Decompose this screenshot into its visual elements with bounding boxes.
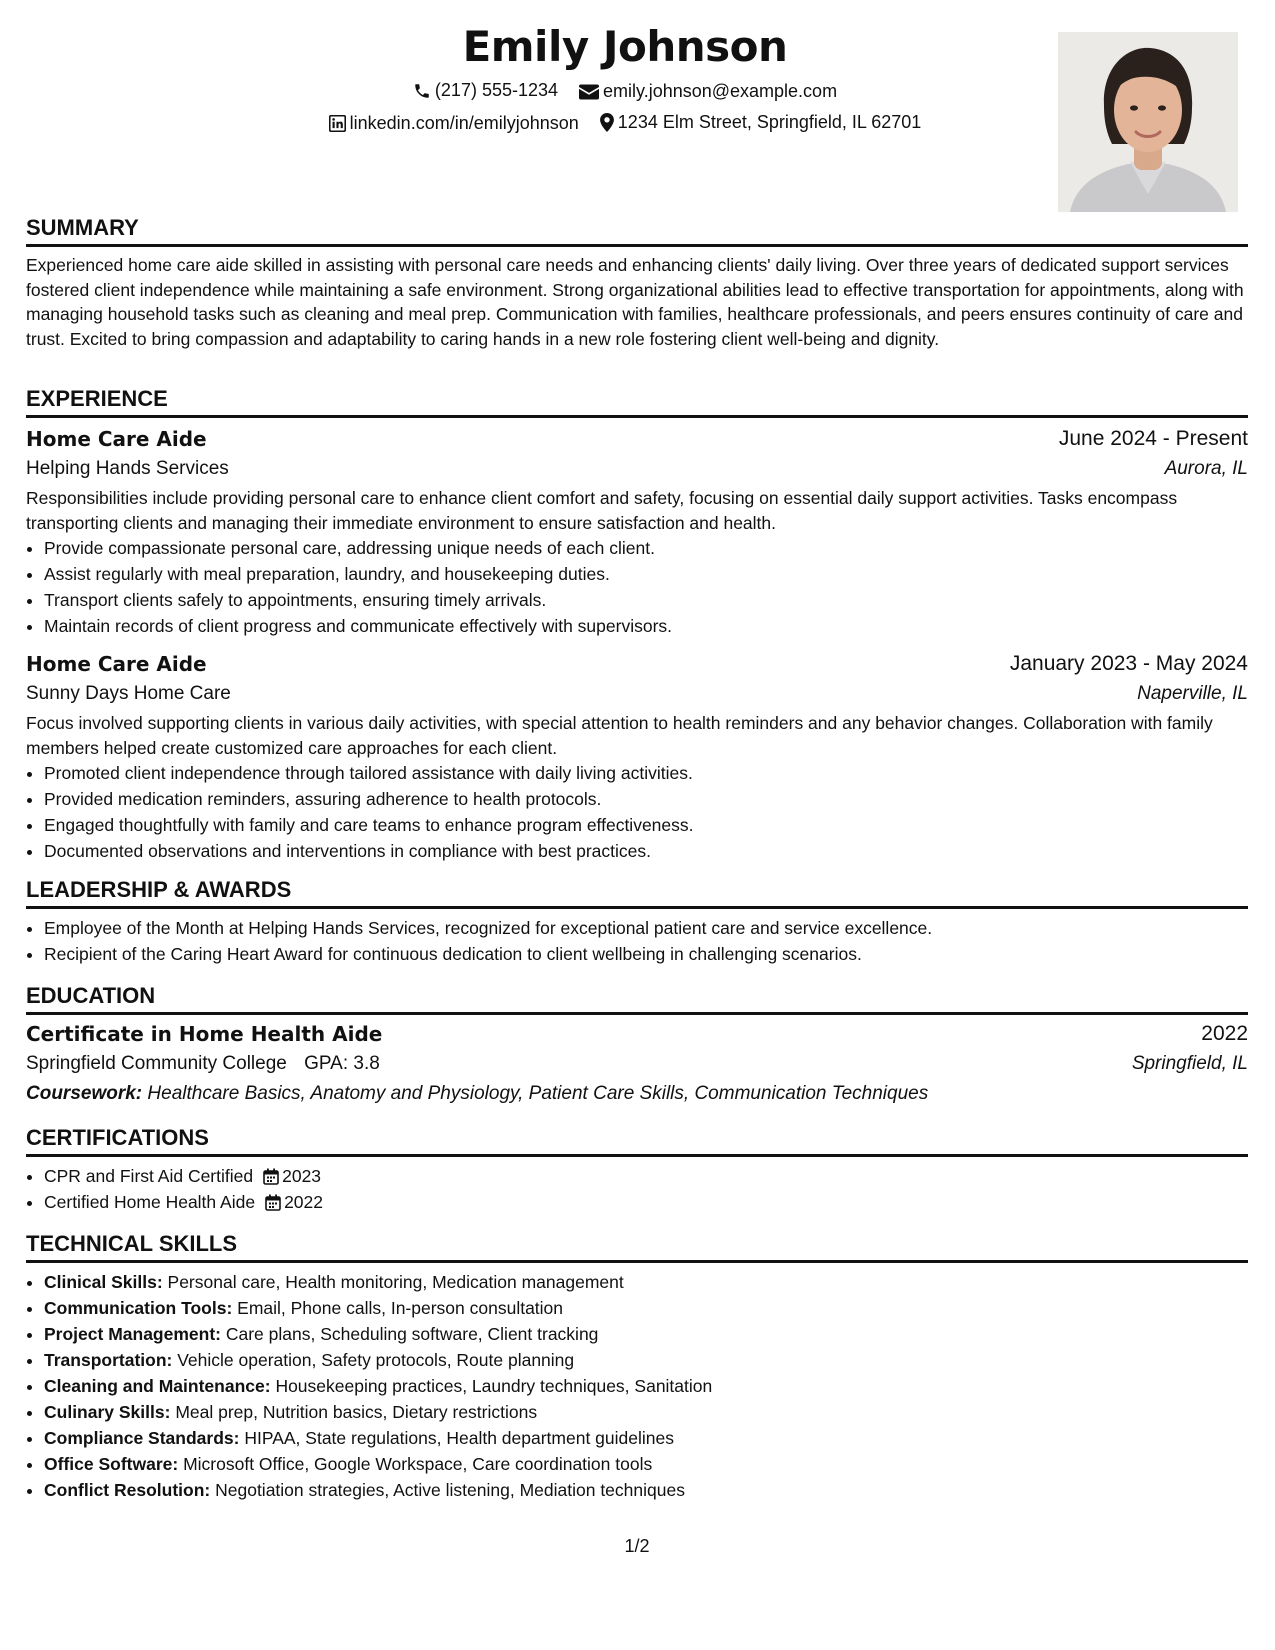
skill-label: Office Software: <box>44 1454 179 1474</box>
skill-value: Care plans, Scheduling software, Client tracking <box>225 1324 599 1344</box>
linkedin-icon <box>329 115 346 132</box>
coursework-text: Healthcare Basics, Anatomy and Physiology, Patient Care Skills, Communication Techniques <box>147 1083 929 1104</box>
resume-page <box>26 0 1248 1650</box>
skill-value: Personal care, Health monitoring, Medication management <box>167 1272 624 1292</box>
skills-list <box>26 1269 1248 1503</box>
summary-text: Experienced home care aide skilled in assisting with personal care needs and enhancing clients' daily living. Over three years of dedicated support services fostered client independence while maintaining a safe environment. Strong organizational abilities lead to effective transportation for appointments, along with managing household tasks such as cleaning and meal prep. Communication with families, healthcare professionals, and peers ensures continuity of care and trust. Excited to bring compassion and adaptability to caring hands in a new role fostering client well-being and dignity. <box>26 255 1244 349</box>
section-divider <box>26 415 1248 418</box>
skill-label: Clinical Skills: <box>44 1272 163 1292</box>
section-divider <box>26 1260 1248 1263</box>
school-name: Springfield Community College <box>26 1053 287 1074</box>
job-company: Sunny Days Home Care <box>26 683 231 704</box>
coursework-label: Coursework: <box>26 1083 143 1104</box>
job-bullets <box>26 760 1248 864</box>
certification-year: 2023 <box>282 1166 322 1186</box>
job-bullets <box>26 535 1248 639</box>
skill-label: Conflict Resolution: <box>44 1480 211 1500</box>
list-item <box>44 1321 1248 1347</box>
list-item: • Engaged thoughtfully with family and care teams to enhance program effectiveness. <box>44 812 1248 838</box>
summary-section <box>26 214 1248 351</box>
linkedin-contact[interactable] <box>329 113 579 134</box>
list-item <box>44 1347 1248 1373</box>
skill-label: Project Management: <box>44 1324 221 1344</box>
skill-label: Compliance Standards: <box>44 1428 240 1448</box>
candidate-name: Emily Johnson <box>462 22 788 71</box>
job-title: Home Care Aide <box>26 427 207 451</box>
certification-name: CPR and First Aid Certified <box>44 1166 254 1186</box>
list-item: • Transport clients safely to appointments, ensuring timely arrivals. <box>44 587 1248 613</box>
list-item: • Recipient of the Caring Heart Award for continuous dedication to client wellbeing in challenging scenarios. <box>44 941 1248 967</box>
job-location: Naperville, IL <box>1137 683 1248 704</box>
job-entry <box>26 649 1248 864</box>
address-contact <box>600 112 922 133</box>
skill-value: HIPAA, State regulations, Health department guidelines <box>244 1428 674 1448</box>
certifications-section <box>26 1124 1248 1215</box>
skill-label: Cleaning and Maintenance: <box>44 1376 271 1396</box>
envelope-icon <box>579 84 599 100</box>
list-item: • Provide compassionate personal care, addressing unique needs of each client. <box>44 535 1248 561</box>
skill-value: Email, Phone calls, In-person consultation <box>237 1298 564 1318</box>
map-pin-icon <box>600 113 614 132</box>
awards-heading: LEADERSHIP & AWARDS <box>26 877 292 902</box>
list-item <box>44 1425 1248 1451</box>
skill-label: Transportation: <box>44 1350 173 1370</box>
list-item: • Documented observations and interventions in compliance with best practices. <box>44 838 1248 864</box>
job-location: Aurora, IL <box>1164 458 1248 479</box>
list-item <box>44 1269 1248 1295</box>
skill-label: Communication Tools: <box>44 1298 233 1318</box>
list-item <box>44 1189 1248 1215</box>
skill-value: Meal prep, Nutrition basics, Dietary restrictions <box>175 1402 538 1422</box>
contact-row-1 <box>26 80 1224 105</box>
section-divider <box>26 906 1248 909</box>
list-item <box>44 1399 1248 1425</box>
school-location: Springfield, IL <box>1131 1053 1248 1074</box>
job-title: Home Care Aide <box>26 652 207 676</box>
degree-title: Certificate in Home Health Aide <box>26 1022 383 1046</box>
list-item: • Assist regularly with meal preparation, laundry, and housekeeping duties. <box>44 561 1248 587</box>
list-item <box>44 1295 1248 1321</box>
gpa-text: GPA: 3.8 <box>304 1053 380 1074</box>
calendar-icon <box>263 1168 279 1185</box>
list-item <box>44 1477 1248 1503</box>
list-item <box>44 1373 1248 1399</box>
calendar-icon <box>265 1194 281 1211</box>
skill-label: Culinary Skills: <box>44 1402 171 1422</box>
profile-photo <box>1058 32 1238 212</box>
skills-heading: TECHNICAL SKILLS <box>26 1231 238 1256</box>
resume-header <box>26 0 1248 222</box>
email-text: emily.johnson@example.com <box>603 81 838 101</box>
email-contact[interactable] <box>579 81 837 102</box>
certifications-heading: CERTIFICATIONS <box>26 1125 209 1150</box>
job-description: Focus involved supporting clients in various daily activities, with special attention to health reminders and any behavior changes. Collaboration with family members helped create customized care approaches for each client. <box>26 713 1213 758</box>
contact-row-2 <box>26 112 1224 137</box>
list-item <box>44 1163 1248 1189</box>
awards-section <box>26 876 1248 967</box>
job-dates: January 2023 - May 2024 <box>1009 652 1248 675</box>
list-item <box>44 1451 1248 1477</box>
skills-section <box>26 1230 1248 1503</box>
list-item: • Maintain records of client progress and communicate effectively with supervisors. <box>44 613 1248 639</box>
education-section <box>26 982 1248 1109</box>
job-company: Helping Hands Services <box>26 458 229 479</box>
linkedin-text: linkedin.com/in/emilyjohnson <box>349 113 579 133</box>
skill-value: Microsoft Office, Google Workspace, Care coordination tools <box>183 1454 653 1474</box>
phone-icon <box>413 82 431 100</box>
section-divider <box>26 1154 1248 1157</box>
certification-year: 2022 <box>284 1192 324 1212</box>
skill-value: Vehicle operation, Safety protocols, Route planning <box>177 1350 575 1370</box>
job-entry <box>26 424 1248 639</box>
certifications-list <box>26 1163 1248 1215</box>
profile-portrait-icon <box>1058 32 1238 212</box>
experience-section <box>26 385 1248 864</box>
list-item: • Provided medication reminders, assuring adherence to health protocols. <box>44 786 1248 812</box>
education-heading: EDUCATION <box>26 983 156 1008</box>
summary-heading: SUMMARY <box>26 215 139 240</box>
section-divider <box>26 1012 1248 1015</box>
graduation-year: 2022 <box>1201 1022 1248 1045</box>
skill-value: Housekeeping practices, Laundry techniques, Sanitation <box>275 1376 713 1396</box>
awards-list <box>26 915 1248 967</box>
list-item: • Promoted client independence through tailored assistance with daily living activities. <box>44 760 1248 786</box>
job-dates: June 2024 - Present <box>1058 427 1248 450</box>
page-number: 1/2 <box>624 1536 650 1556</box>
job-description: Responsibilities include providing personal care to enhance client comfort and safety, focusing on essential daily support activities. Tasks encompass transporting clients and managing their immediate environment to ensure satisfaction and health. <box>26 488 1178 533</box>
phone-contact[interactable] <box>413 80 558 101</box>
experience-heading: EXPERIENCE <box>26 386 168 411</box>
coursework-line <box>26 1079 1248 1109</box>
phone-text: (217) 555-1234 <box>434 80 559 100</box>
certification-name: Certified Home Health Aide <box>44 1192 256 1212</box>
address-text: 1234 Elm Street, Springfield, IL 62701 <box>617 112 922 132</box>
section-divider <box>26 244 1248 247</box>
skill-value: Negotiation strategies, Active listening, Mediation techniques <box>215 1480 685 1500</box>
list-item: • Employee of the Month at Helping Hands Services, recognized for exceptional patient care and service excellence. <box>44 915 1248 941</box>
